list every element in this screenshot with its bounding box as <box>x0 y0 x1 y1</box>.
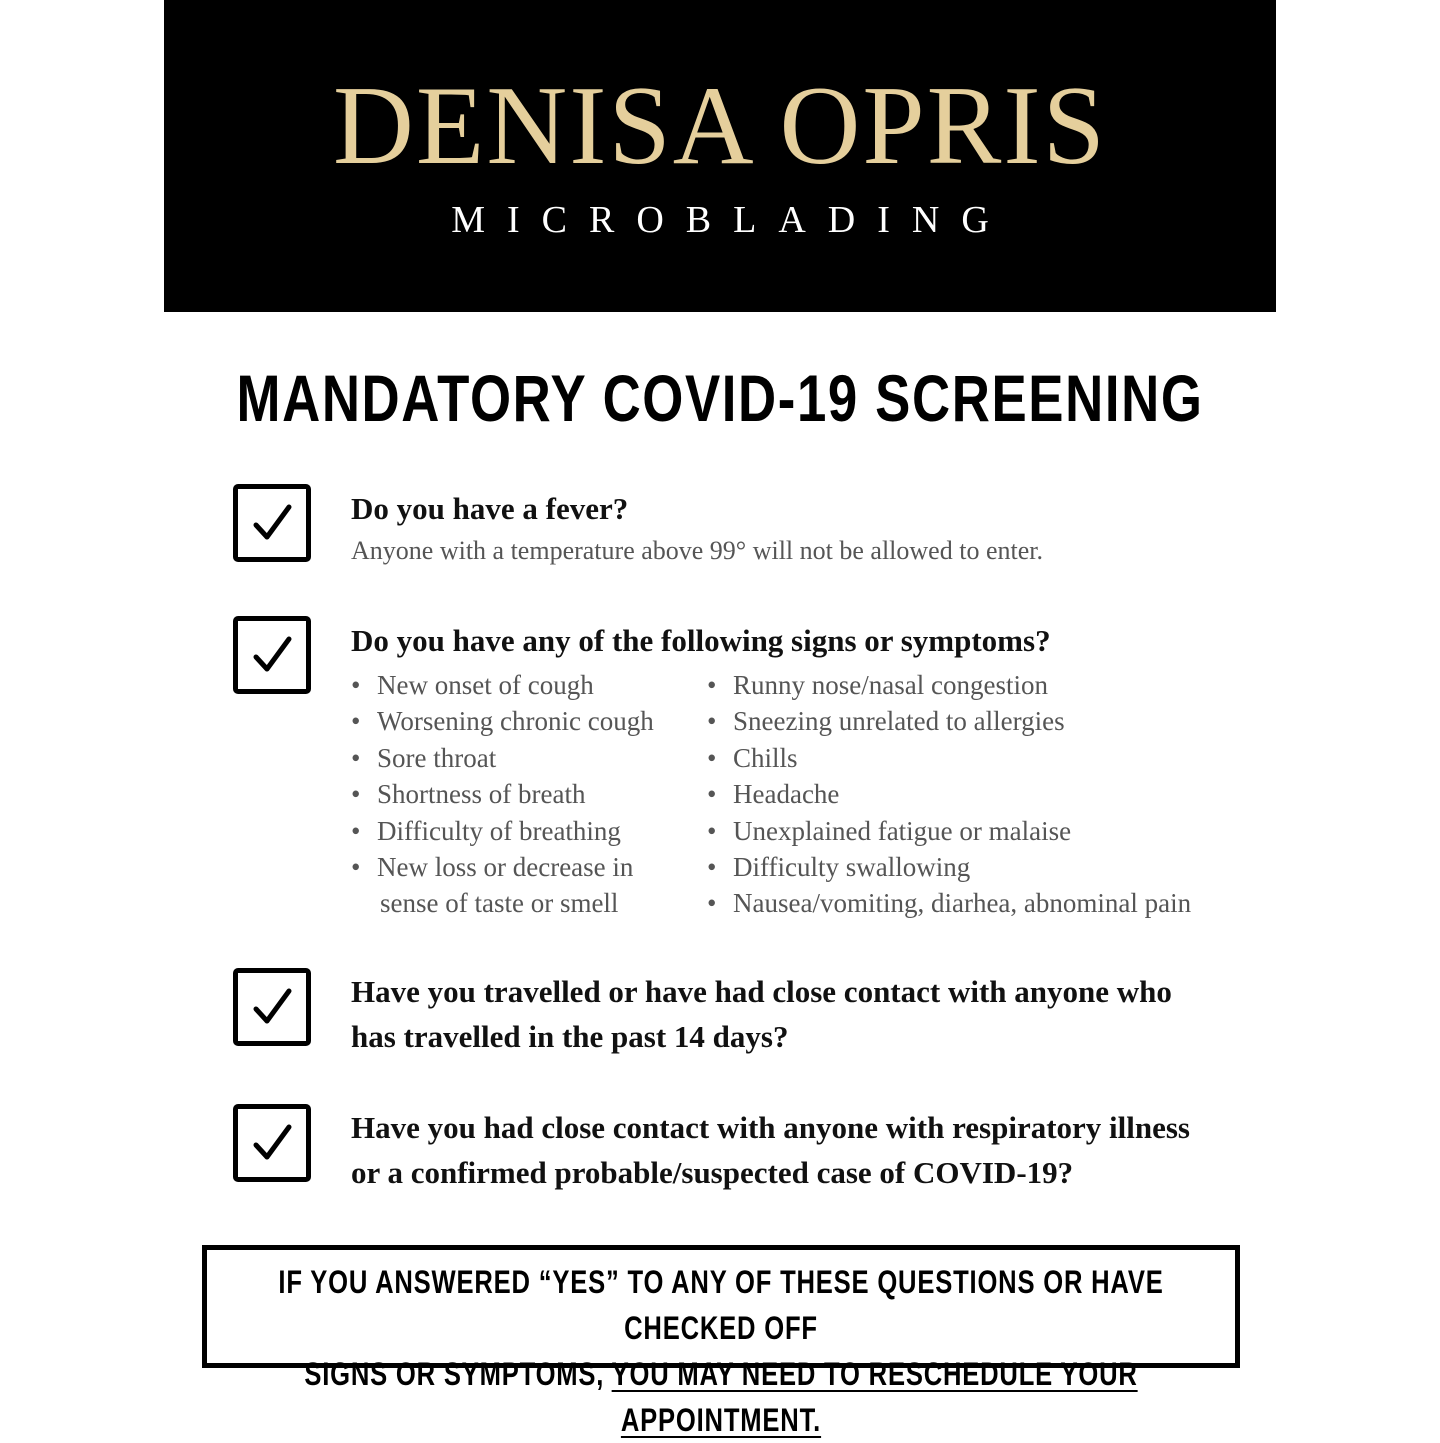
symptom-item: • Difficulty of breathing <box>351 813 654 849</box>
checkbox-contact[interactable] <box>233 1104 311 1182</box>
question-travel <box>351 969 1172 1059</box>
symptom-item-continuation: sense of taste or smell <box>380 888 619 919</box>
checkmark-icon <box>246 497 298 549</box>
question-contact <box>351 1105 1190 1195</box>
checkbox-symptoms[interactable] <box>233 616 311 694</box>
question-contact-line1: Have you had close contact with anyone with respiratory illness <box>351 1110 1190 1145</box>
page-title: MANDATORY COVID-19 SCREENING <box>236 361 1204 435</box>
symptom-item: • Shortness of breath <box>351 776 654 812</box>
symptom-item: • Difficulty swallowing <box>707 849 1191 885</box>
question-fever-note: Anyone with a temperature above 99° will not be allowed to enter. <box>351 536 1043 565</box>
checkbox-travel[interactable] <box>233 968 311 1046</box>
question-travel-line1: Have you travelled or have had close contact with anyone who <box>351 974 1172 1009</box>
brand-banner <box>164 0 1276 312</box>
question-symptoms: Do you have any of the following signs or symptoms? <box>351 623 1051 658</box>
symptom-item: • Unexplained fatigue or malaise <box>707 813 1191 849</box>
question-travel-line2: has travelled in the past 14 days? <box>351 1019 789 1054</box>
brand-logo-name: DENISA OPRIS <box>333 64 1107 188</box>
checkbox-fever[interactable] <box>233 484 311 562</box>
symptom-item: • New onset of cough <box>351 667 654 703</box>
symptom-list-left <box>351 667 654 922</box>
notice-line2-text: SIGNS OR SYMPTOMS, <box>304 1356 605 1392</box>
checkmark-icon <box>246 1117 298 1169</box>
question-contact-line2: or a confirmed probable/suspected case of COVID-19? <box>351 1155 1074 1190</box>
checkmark-icon <box>246 629 298 681</box>
checkmark-icon <box>246 981 298 1033</box>
symptom-item: • Chills <box>707 740 1191 776</box>
notice-line1: IF YOU ANSWERED “YES” TO ANY OF THESE QUESTIONS OR HAVE CHECKED OFF <box>278 1264 1164 1346</box>
symptom-item: • Nausea/vomiting, diarhea, abnominal pain <box>707 885 1191 921</box>
symptom-item: • Sneezing unrelated to allergies <box>707 703 1191 739</box>
symptom-list-right <box>707 667 1191 922</box>
symptom-item: • Sore throat <box>351 740 654 776</box>
symptom-item: • Runny nose/nasal congestion <box>707 667 1191 703</box>
symptom-item: • New loss or decrease in <box>351 849 654 885</box>
notice-reschedule-emphasis: YOU MAY NEED TO RESCHEDULE YOUR APPOINTMENT. <box>611 1356 1138 1438</box>
reschedule-notice <box>202 1245 1240 1438</box>
symptom-item: • Worsening chronic cough <box>351 703 654 739</box>
notice-line2 <box>262 1351 1180 1443</box>
brand-logo-subtitle: MICROBLADING <box>451 199 1011 241</box>
question-fever: Do you have a fever? <box>351 491 629 526</box>
symptom-item: • Headache <box>707 776 1191 812</box>
